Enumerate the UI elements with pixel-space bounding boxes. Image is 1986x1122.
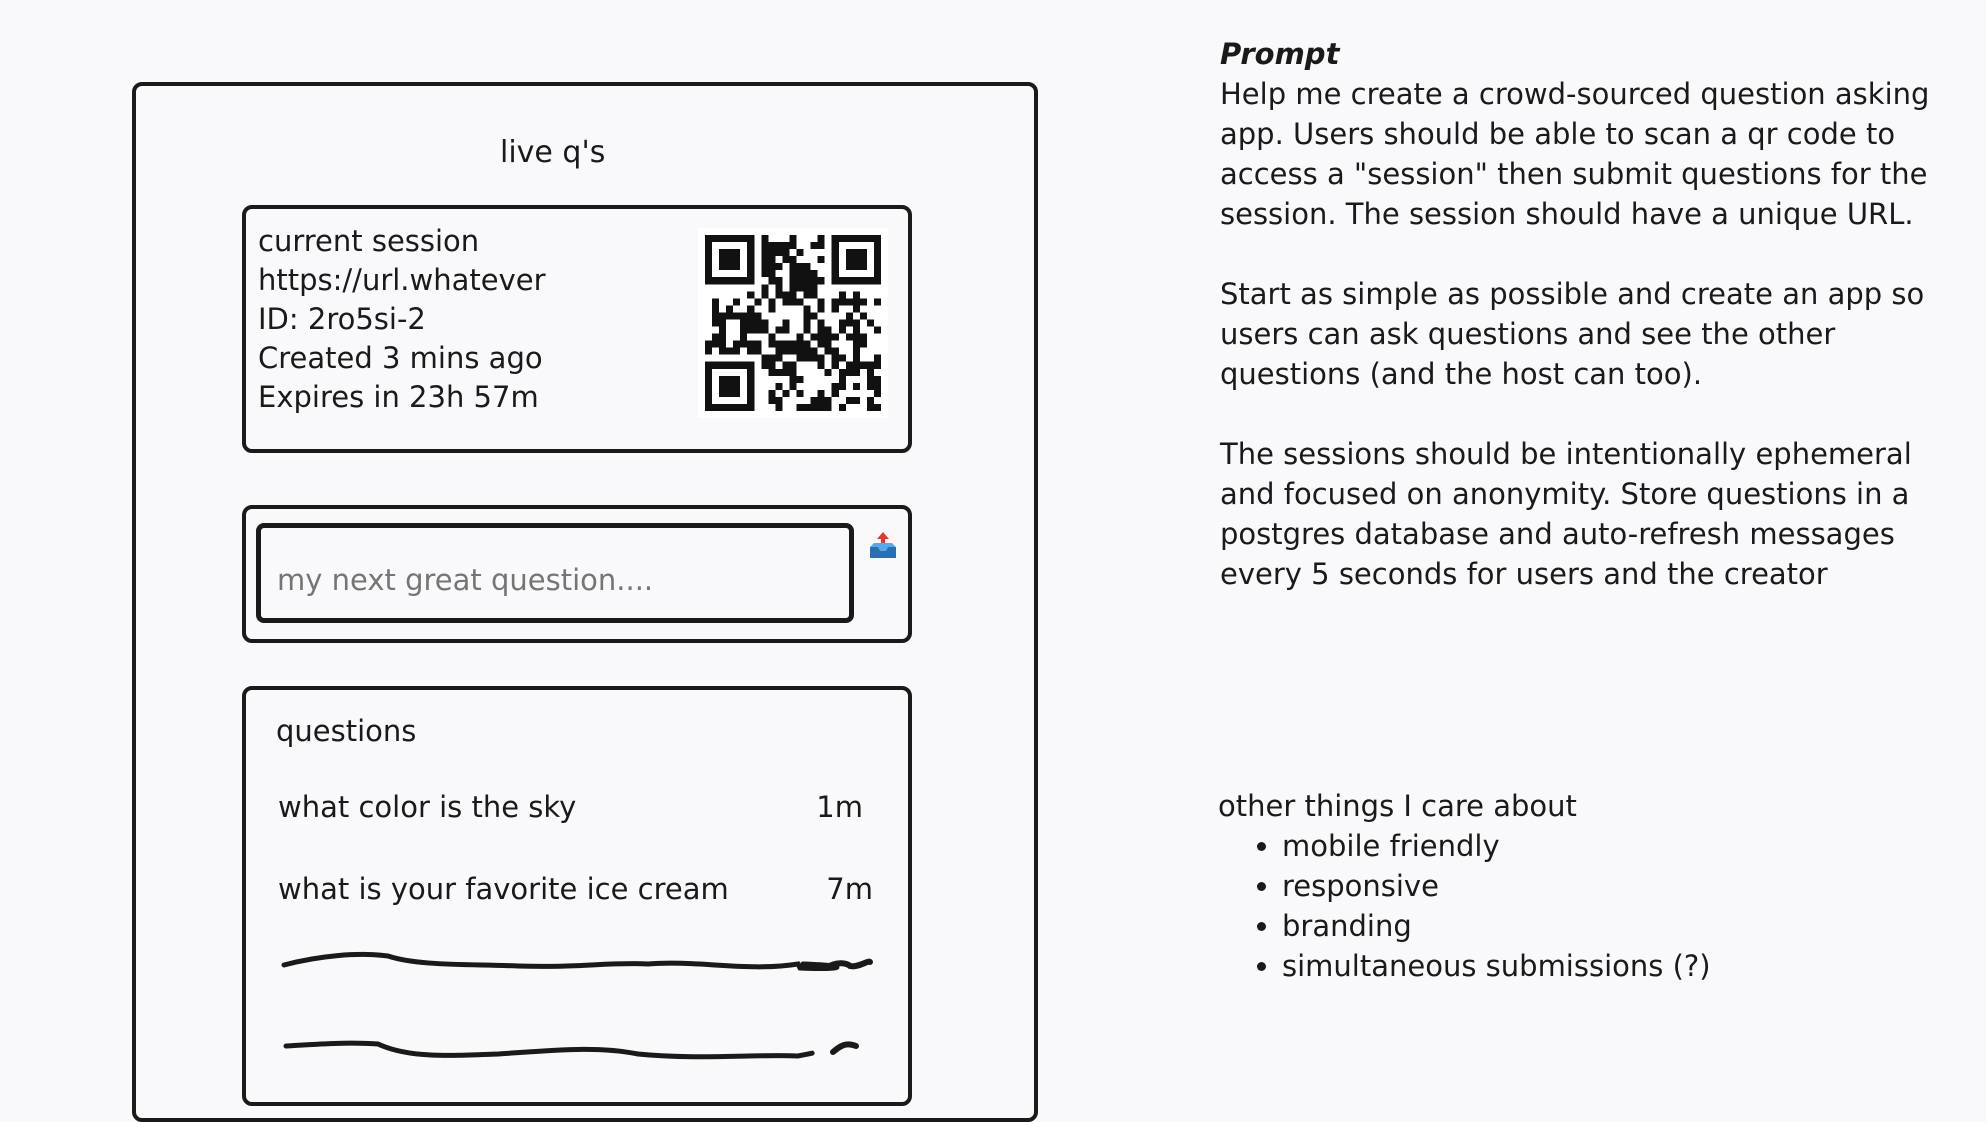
placeholder-question-scribble — [278, 942, 878, 982]
question-input[interactable] — [256, 523, 854, 623]
prompt-panel — [1220, 34, 1940, 634]
qr-code-icon — [705, 235, 881, 411]
submit-outbox-icon[interactable] — [868, 530, 898, 562]
session-url[interactable]: https://url.whatever — [258, 263, 546, 297]
questions-heading: questions — [276, 714, 417, 748]
requirement-item: • simultaneous submissions (?) — [1282, 946, 1711, 986]
prompt-title: Prompt — [1220, 37, 1340, 71]
qr-code — [698, 228, 888, 418]
prompt-paragraph: Start as simple as possible and create an app so users can ask questions and see the other questions (and the host can too). — [1220, 277, 1925, 391]
requirement-item: • mobile friendly — [1282, 826, 1711, 866]
requirement-item: • responsive — [1282, 866, 1711, 906]
session-heading: current session — [258, 224, 480, 258]
other-requirements-heading: other things I care about — [1218, 789, 1577, 823]
other-requirements — [1218, 786, 1711, 986]
question-text: what is your favorite ice cream — [278, 872, 729, 906]
prompt-paragraph: The sessions should be intentionally ephemeral and focused on anonymity. Store questions in a postgres database and auto-refresh messages every 5 seconds for users and the creator — [1220, 437, 1912, 591]
prompt-paragraph: Help me create a crowd-sourced question asking app. Users should be able to scan a qr code to access a "session" then submit questions for the session. The session should have a unique URL. — [1220, 77, 1930, 231]
question-text: what color is the sky — [278, 790, 577, 824]
session-created: Created 3 mins ago — [258, 341, 543, 375]
question-row — [278, 790, 873, 830]
question-age: 7m — [826, 872, 873, 906]
placeholder-question-scribble — [278, 1024, 878, 1064]
requirements-list — [1218, 826, 1711, 986]
question-row — [278, 872, 873, 912]
requirement-item: • branding — [1282, 906, 1711, 946]
app-title: live q's — [500, 135, 606, 170]
session-info — [258, 222, 546, 417]
session-id: ID: 2ro5si-2 — [258, 302, 426, 336]
session-expires: Expires in 23h 57m — [258, 380, 539, 414]
question-age: 1m — [816, 790, 863, 824]
